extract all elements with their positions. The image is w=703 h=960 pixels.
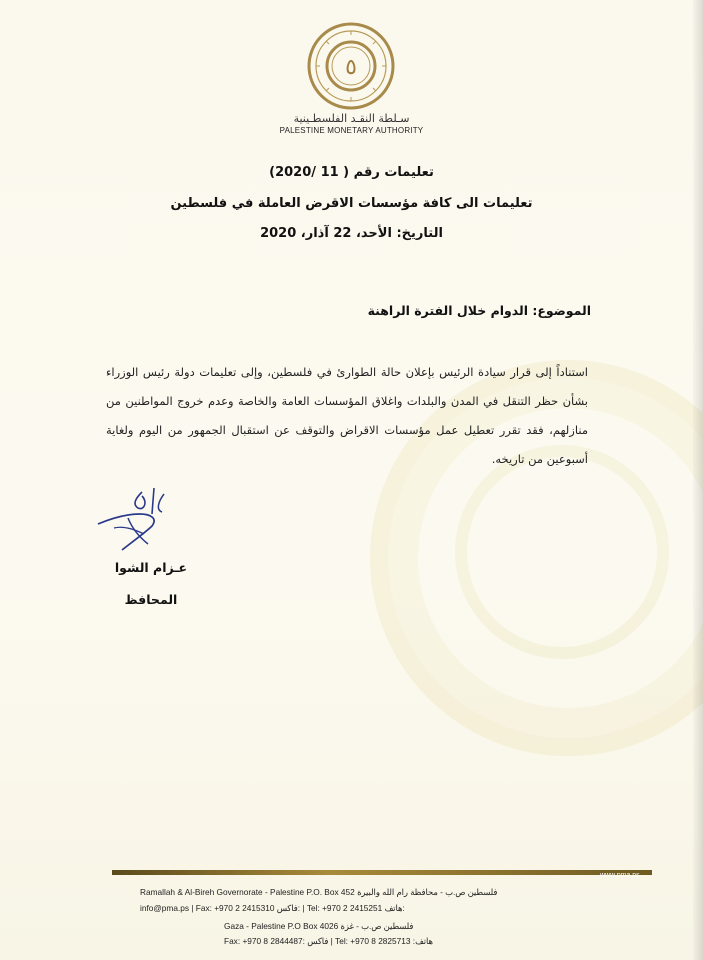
seal-watermark-inner [455, 445, 669, 659]
authority-name-arabic: سـلطة النقـد الفلسطـينية [293, 112, 410, 125]
instruction-recipients: تعليمات الى كافة مؤسسات الاقرض العاملة في فلسطين [170, 196, 533, 211]
pma-logo-icon [307, 22, 395, 110]
footer-ramallah-address: Ramallah & Al-Bireh Governorate - Palestine P.O. Box 452 فلسطين ص.ب - محافظة رام الله والبيرة [140, 887, 498, 897]
authority-name-english: PALESTINE MONETARY AUTHORITY [279, 126, 424, 135]
svg-text:٥: ٥ [345, 55, 357, 80]
page-edge-shadow [693, 0, 703, 960]
instruction-number: تعليمات رقم ( 11 /2020) [269, 165, 434, 180]
signatory-title: المحافظ [124, 592, 178, 607]
signatory-name: عـزام الشوا [114, 560, 188, 575]
handwritten-signature [92, 484, 172, 554]
footer-gaza-contact: Fax: +970 8 2844487: فاكس | Tel: +970 8 2825713 :هاتف [224, 936, 433, 946]
instruction-date: التاريخ: الأحد، 22 آذار، 2020 [260, 226, 443, 241]
subject-line: الموضوع: الدوام خلال الفترة الراهنة [367, 303, 591, 318]
footer-website: www.pma.ps [600, 872, 640, 879]
footer-ramallah-contact: info@pma.ps | Fax: +970 2 2415310 فاكس: | Tel: +970 2 2415251 هاتف: [140, 903, 405, 913]
footer-gaza-address: Gaza - Palestine P.O Box 4026 فلسطين ص.ب - غزة [224, 921, 414, 931]
footer-divider [112, 870, 652, 875]
body-paragraph: استناداً إلى قرار سيادة الرئيس بإعلان حالة الطوارئ في فلسطين، وإلى تعليمات دولة رئيس الوزراء بشأن حظر التنقل في المدن والبلدات واغلاق المؤسسات العامة والخاصة وعدم خروج المواطنين من منازلهم، فقد تقرر تعطيل عمل مؤسسات الاقراض والتوقف عن استقبال الجمهور من اليوم ولغاية أسبوعين من تاريخه. [106, 365, 588, 466]
